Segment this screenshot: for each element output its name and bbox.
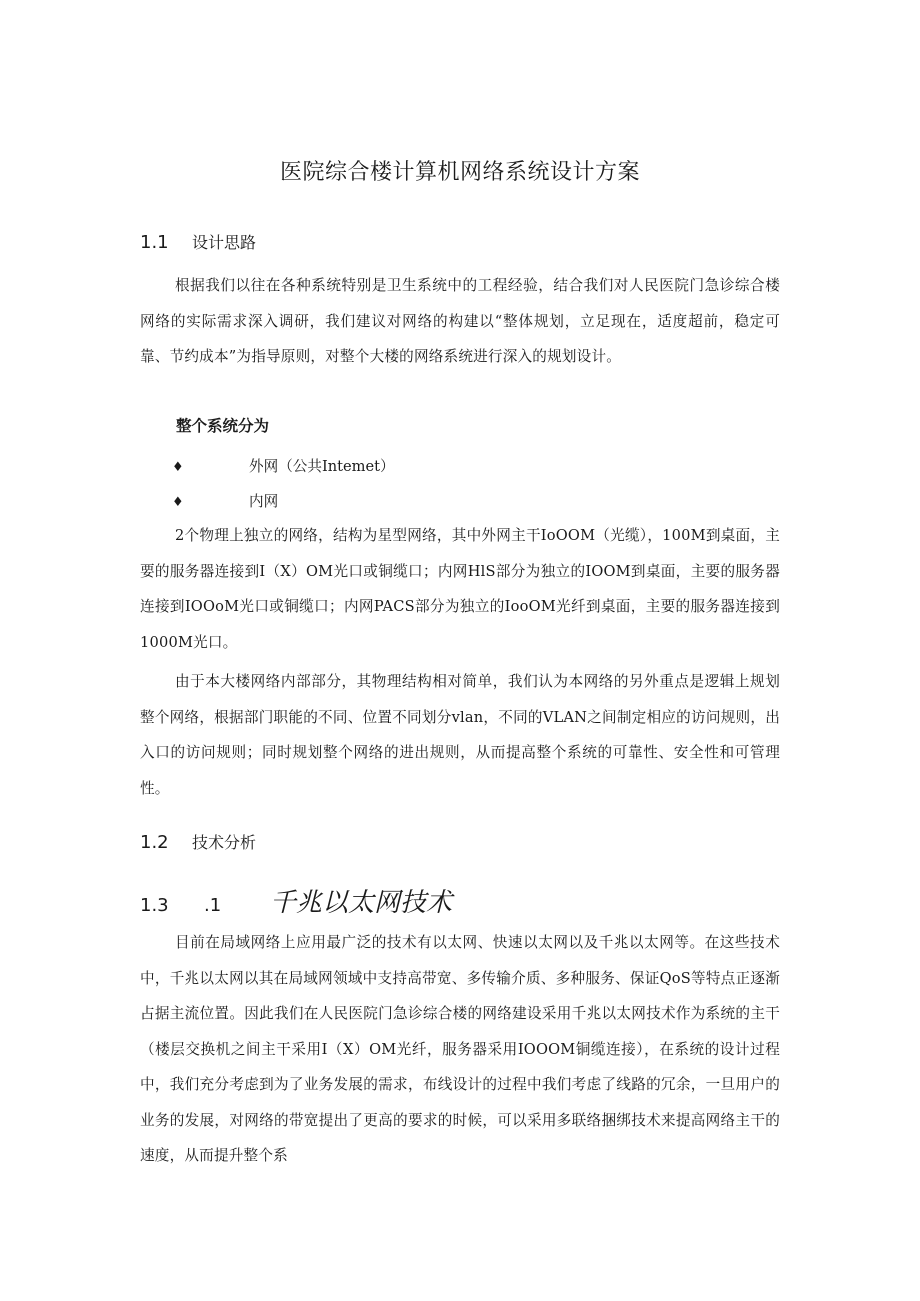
paragraph-network-structure: 2个物理上独立的网络，结构为星型网络，其中外网主干IoOOM（光缆），100M到桌面，主要的服务器连接到I（X）OM光口或铜缆口；内网HlS部分为独立的IOOM到桌面，主要的服务器连接到IOOoM光口或铜缆口；内网PACS部分为独立的IooOM光纤到桌面，主要的服务器连接到1000M光口。: [140, 527, 780, 651]
diamond-bullet-icon: ♦: [172, 495, 184, 510]
paragraph-logical-planning: 由于本大楼网络内部部分，其物理结构相对简单，我们认为本网络的另外重点是逻辑上规划整个网络，根据部门职能的不同、位置不同划分vlan，不同的VLAN之间制定相应的访问规则，出入口的访问规则；同时规划整个网络的进出规则，从而提高整个系统的可靠性、安全性和可管理性。: [140, 673, 780, 797]
section-subnumber: .1: [204, 895, 222, 916]
document-title: 医院综合楼计算机网络系统设计方案: [279, 160, 640, 185]
list-item: [172, 455, 395, 476]
list-item-text: 外网（公共Intemet）: [249, 458, 395, 475]
section-heading-1-1: [140, 230, 256, 253]
paragraph-gigabit-ethernet: 目前在局域网络上应用最广泛的技术有以太网、快速以太网以及千兆以太网等。在这些技术中，千兆以太网以其在局域网领域中支持高带宽、多传输介质、多种服务、保证QoS等特点正逐渐占据主流位置。因此我们在人民医院门急诊综合楼的网络建设采用千兆以太网技术作为系统的主干（楼层交换机之间主干采用I（X）OM光纤，服务器采用IOOOM铜缆连接），在系统的设计过程中，我们充分考虑到为了业务发展的需求，布线设计的过程中我们考虑了线路的冗余，一旦用户的业务的发展，对网络的带宽提出了更高的要求的时候，可以采用多联络捆绑技术来提高网络主干的速度，从而提升整个系: [140, 934, 780, 1164]
section-number: 1.3: [140, 895, 169, 916]
section-heading-1-3: [140, 882, 452, 919]
section-number: 1.2: [140, 832, 169, 853]
section-label: 设计思路: [192, 233, 257, 252]
section-label: 千兆以太网技术: [270, 888, 453, 918]
section-number: 1.1: [140, 232, 169, 253]
paragraph-design-approach: 根据我们以往在各种系统特别是卫生系统中的工程经验，结合我们对人民医院门急诊综合楼网络的实际需求深入调研，我们建议对网络的构建以“整体规划，立足现在，适度超前，稳定可靠、节约成本”为指导原则，对整个大楼的网络系统进行深入的规划设计。: [140, 277, 780, 365]
diamond-bullet-icon: ♦: [172, 460, 184, 475]
list-item: [172, 490, 278, 511]
subheading-system-division: 整个系统分为: [176, 417, 270, 435]
section-heading-1-2: [140, 830, 256, 853]
section-label: 技术分析: [192, 833, 257, 852]
list-item-text: 内网: [249, 493, 279, 510]
